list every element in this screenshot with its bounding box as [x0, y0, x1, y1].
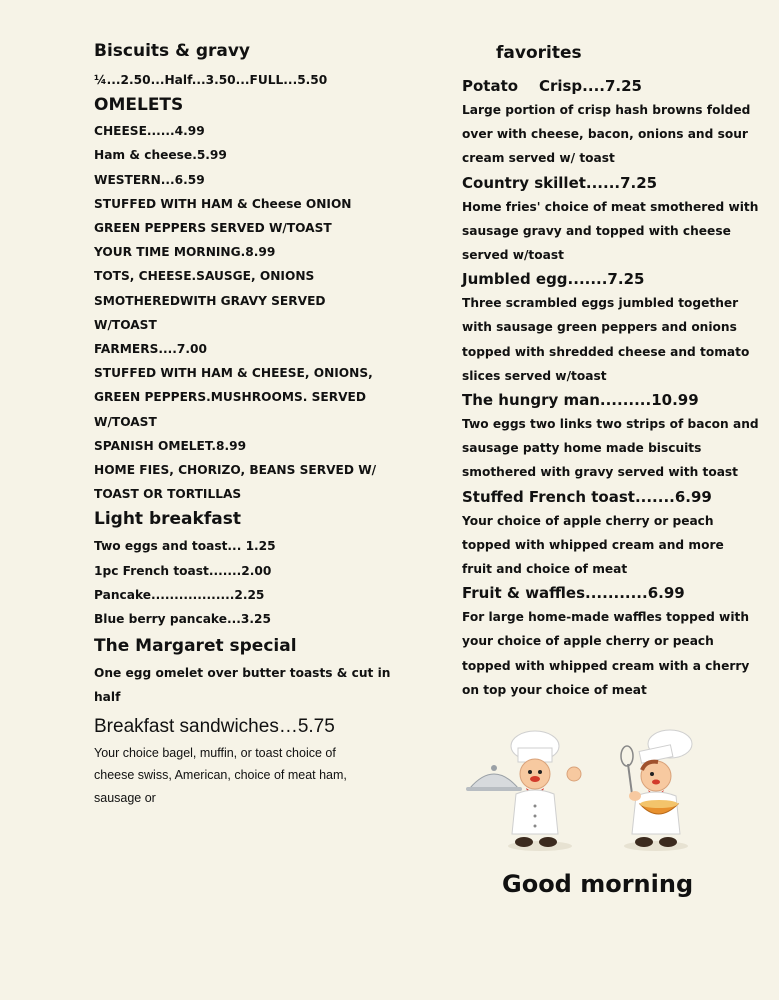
light-item: Pancake..................2.25 [94, 587, 265, 602]
breakfast-sandwiches-title: Breakfast sandwiches…5.75 [94, 715, 335, 737]
desc-line: One egg omelet over butter toasts & cut in [94, 666, 391, 681]
omelet-line: SPANISH OMELET.8.99 [94, 438, 247, 453]
omelet-line: STUFFED WITH HAM & Cheese ONION [94, 196, 352, 211]
light-breakfast-title: Light breakfast [94, 509, 241, 530]
desc-line: cheese swiss, American, choice of meat ham, [94, 768, 347, 783]
light-breakfast-list [94, 534, 414, 631]
favorite-item [462, 485, 762, 582]
omelet-line: GREEN PEPPERS SERVED W/TOAST [94, 221, 332, 236]
omelet-line: STUFFED WITH HAM & CHEESE, ONIONS, [94, 366, 373, 381]
item-desc-line: For large home-made waffles topped with [462, 610, 750, 625]
item-desc-line: Home fries' choice of meat smothered with [462, 199, 759, 214]
chef-with-whisk-icon [621, 730, 692, 851]
omelet-line: HOME FIES, CHORIZO, BEANS SERVED W/ [94, 463, 377, 478]
item-desc-line: smothered with gravy served with toast [462, 465, 739, 480]
desc-line: sausage or [94, 790, 156, 805]
chef-with-cloche-icon [466, 731, 581, 851]
desc-line: half [94, 690, 121, 705]
omelet-line: CHEESE......4.99 [94, 124, 205, 139]
item-desc-line: on top your choice of meat [462, 682, 647, 697]
favorite-item [462, 267, 762, 388]
item-desc-line: topped with shredded cheese and tomato [462, 344, 750, 359]
biscuits-title: Biscuits & gravy [94, 41, 251, 61]
right-column [462, 42, 762, 702]
chefs-illustration [460, 724, 725, 856]
item-desc-line: topped with whipped cream with a cherry [462, 658, 750, 673]
item-desc-line: with sausage green peppers and onions [462, 320, 737, 335]
item-desc-line: over with cheese, bacon, onions and sour [462, 127, 748, 142]
item-desc-line: Your choice of apple cherry or peach [462, 513, 714, 528]
favorite-item [462, 581, 762, 702]
item-desc-line: Two eggs two links two strips of bacon and [462, 417, 759, 432]
omelet-line: YOUR TIME MORNING.8.99 [94, 245, 276, 260]
item-desc-line: served w/toast [462, 248, 564, 263]
omelet-line: WESTERN...6.59 [94, 172, 205, 187]
omelet-line: TOTS, CHEESE.SAUSGE, ONIONS [94, 269, 315, 284]
item-desc-line: cream served w/ toast [462, 151, 615, 166]
margaret-special-desc [94, 661, 414, 709]
favorite-item [462, 74, 762, 171]
breakfast-sandwiches-desc [94, 742, 414, 810]
omelet-line: FARMERS....7.00 [94, 342, 207, 357]
item-desc-line: sausage patty home made biscuits [462, 441, 702, 456]
item-desc-line: slices served w/toast [462, 368, 607, 383]
desc-line: Your choice bagel, muffin, or toast choice of [94, 745, 336, 760]
item-desc-line: Large portion of crisp hash browns folded [462, 103, 751, 117]
item-title: Potato Crisp....7.25 [462, 77, 642, 95]
item-title: Country skillet......7.25 [462, 173, 658, 192]
good-morning-greeting: Good morning [502, 870, 694, 898]
favorite-item [462, 388, 762, 485]
omelets-list [94, 119, 414, 506]
favorites-title: favorites [496, 43, 582, 63]
omelet-line: SMOTHEREDWITH GRAVY SERVED [94, 293, 326, 308]
light-item: Blue berry pancake...3.25 [94, 612, 271, 627]
light-item: 1pc French toast.......2.00 [94, 563, 272, 578]
item-desc-line: fruit and choice of meat [462, 562, 628, 577]
margaret-special-title: The Margaret special [94, 636, 297, 657]
item-desc-line: sausage gravy and topped with cheese [462, 223, 731, 238]
favorite-item [462, 171, 762, 268]
omelets-title: OMELETS [94, 95, 184, 116]
left-column [94, 40, 414, 809]
item-title: The hungry man.........10.99 [462, 391, 699, 410]
item-desc-line: your choice of apple cherry or peach [462, 634, 714, 649]
item-desc-line: Three scrambled eggs jumbled together [462, 296, 739, 311]
light-item: Two eggs and toast... 1.25 [94, 539, 276, 554]
biscuits-prices: ¼...2.50...Half...3.50...FULL...5.50 [94, 73, 328, 87]
item-title: Jumbled egg.......7.25 [462, 270, 645, 289]
omelet-line: W/TOAST [94, 317, 157, 332]
item-desc-line: topped with whipped cream and more [462, 537, 724, 552]
omelet-line: TOAST OR TORTILLAS [94, 487, 242, 502]
item-title: Stuffed French toast.......6.99 [462, 487, 712, 506]
omelet-line: W/TOAST [94, 414, 157, 429]
omelet-line: Ham & cheese.5.99 [94, 148, 227, 163]
item-title: Fruit & waffles...........6.99 [462, 584, 685, 603]
omelet-line: GREEN PEPPERS.MUSHROOMS. SERVED [94, 390, 366, 405]
